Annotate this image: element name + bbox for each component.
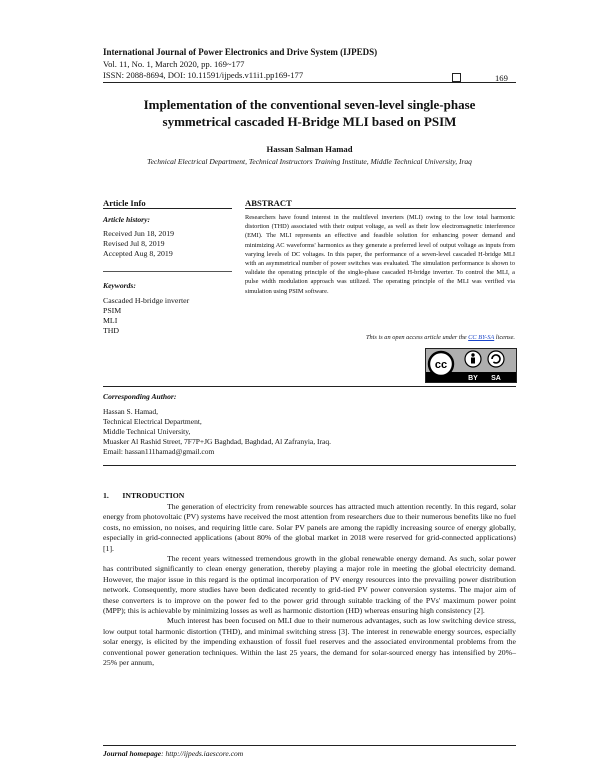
article-history-label: Article history: (103, 215, 151, 224)
corresponding-rule-bottom (103, 465, 516, 466)
corresponding-line: Technical Electrical Department, (103, 416, 202, 426)
paragraph: The generation of electricity from renewable sources has attracted much attention recently. In this regard, solar energy from photovoltaic (PV) systems have received the most attention from researchers due to their numerous benefits like no fuel costs, no emission, no noises, and requiring little care. Solar PV panels are among the rapidly increasing source of energy globally, especially in grid-connected applications (about 80% of the global market in 2018 were reserved for grid-connected applications) [1]. (103, 502, 516, 553)
keywords-label: Keywords: (103, 281, 136, 290)
keyword: Cascaded H-bridge inverter (103, 296, 190, 305)
journal-name: International Journal of Power Electronics and Drive System (IJPEDS) (103, 47, 378, 57)
introduction-body (103, 502, 516, 669)
header-rule (103, 82, 516, 83)
paper-title (103, 96, 516, 130)
keywords-rule (103, 271, 232, 272)
article-history (103, 229, 174, 259)
page-square-icon (452, 73, 461, 82)
sa-icon (488, 351, 504, 367)
paragraph: The recent years witnessed tremendous growth in the global renewable energy demand. As such, solar power has contributed significantly to clean energy generation, thereby playing a major role in meeting the global electricity demand. However, the major issue in this regard is the optimal incorporation of PV energy resources into the prevailing power distribution network. Consequently, more studies have been dedicated recently to grid-tied PV power conversion systems. The major aim of these converters is to improve on the power fed to the power grid through suitable tracking of the PVs' maximum power point (MPP); this is achievable by minimizing losses as well as harmonic distortion (HD) whereas ensuring high consistency [2]. (103, 554, 516, 616)
journal-homepage (103, 749, 243, 758)
corresponding-details (103, 407, 331, 457)
article-info-heading: Article Info (103, 198, 146, 208)
open-access-prefix: This is an open access article under the (365, 334, 469, 341)
open-access-suffix: license. (494, 334, 515, 341)
by-icon-body (471, 358, 475, 364)
license-link[interactable]: CC BY-SA (468, 334, 495, 341)
keywords-list (103, 296, 189, 336)
keyword: PSIM (103, 306, 122, 315)
author-name: Hassan Salman Hamad (266, 144, 353, 154)
keyword: MLI (103, 316, 118, 325)
cc-icon: cc (434, 359, 448, 371)
abstract-rule (245, 208, 516, 209)
by-label: BY (468, 375, 478, 382)
corresponding-line: Hassan S. Hamad, (103, 407, 158, 416)
open-access-note (245, 334, 515, 341)
received-date: Received Jun 18, 2019 (103, 229, 175, 238)
keyword: THD (103, 326, 120, 335)
cc-by-sa-badge[interactable] (425, 348, 517, 383)
corresponding-heading: Corresponding Author: (103, 392, 177, 401)
homepage-url[interactable]: : http://ijpeds.iaescore.com (161, 749, 244, 758)
by-icon-head (471, 353, 474, 356)
corresponding-email: Email: hassan111hamad@gmail.com (103, 446, 215, 456)
cc-badge-graphic (426, 349, 516, 382)
revised-date: Revised Jul 8, 2019 (103, 239, 165, 248)
footer-rule (103, 745, 516, 746)
volume-info: Vol. 11, No. 1, March 2020, pp. 169~177 (103, 59, 245, 69)
page-number: 169 (495, 73, 508, 83)
issn-doi: ISSN: 2088-8694, DOI: 10.11591/ijpeds.v11i1.pp169-177 (103, 70, 304, 80)
corresponding-line: Middle Technical University, (103, 426, 191, 436)
article-info-rule (103, 208, 232, 209)
accepted-date: Accepted Aug 8, 2019 (103, 249, 173, 258)
sa-label: SA (491, 375, 501, 382)
corresponding-line: Muasker Al Rashid Street, 7F7P+JG Baghdad, Baghdad, Al Zafranyia, Iraq. (103, 436, 331, 446)
abstract-heading: ABSTRACT (245, 198, 292, 208)
homepage-label: Journal homepage (103, 749, 162, 758)
corresponding-rule-top (103, 386, 516, 387)
paragraph: Much interest has been focused on MLI due to their numerous advantages, such as low switching device stress, low output total harmonic distortion (THD), and minimal switching stress [3]. The interest in renewable energy sources, especially solar energy, is elicited by the impending exhaustion of fossil fuel reserves and the associated environmental problems from the conventional power generation techniques. Within the last 25 years, the demand for solar-sourced energy has intensified by 20%–25% per annum, (103, 616, 516, 668)
introduction-heading: 1. INTRODUCTION (103, 491, 185, 500)
title-line: symmetrical cascaded H-Bridge MLI based on PSIM (162, 114, 457, 129)
author-affiliation: Technical Electrical Department, Technical Instructors Training Institute, Middle Technical University, Iraq (147, 157, 472, 166)
abstract-text: Researchers have found interest in the multilevel inverters (MLI) owing to the low total harmonic distortion (THD) associated with their output voltage, as well as their low electromagnetic interference (EMI). The MLI represents an effective and feasible solution for enhancing power demand and minimizing AC waveforms' harmonics as they generate a preferred level of output voltage as inputs from varying levels of DC voltages. In this paper, the performance of a seven-level cascaded H-bridge MLI with an asymmetrical number of power switches was evaluated. The simulation performance is shown to validate the operating principle of the single-phase cascaded H-bridge inverter. To control the MLI, a pulse width modulation approach was utilized. The operating principle of the MLI was verified via simulation using PSIM software. (245, 214, 515, 295)
title-line: Implementation of the conventional seven-level single-phase (143, 97, 476, 112)
